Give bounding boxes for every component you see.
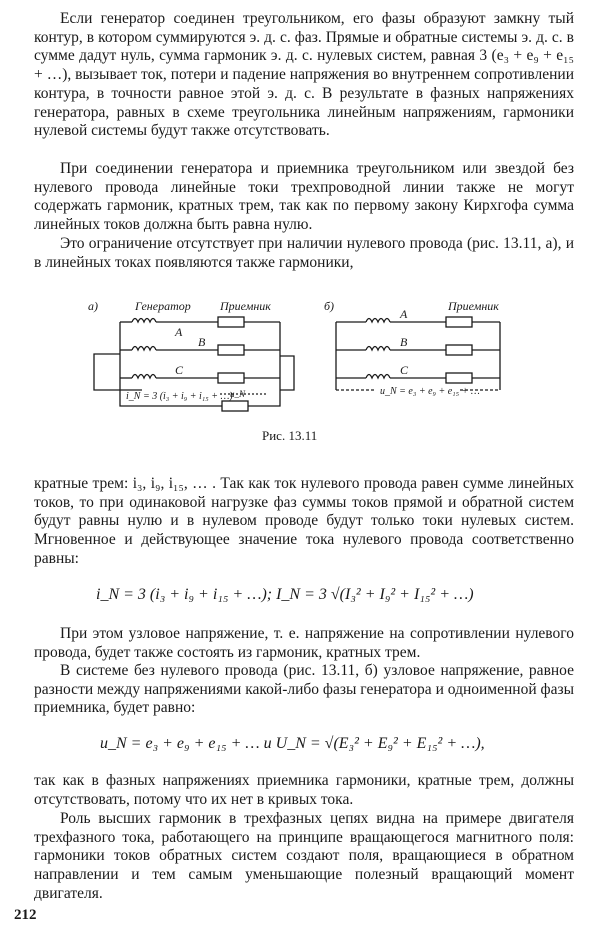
receiver-b-label: Приемник	[448, 299, 499, 313]
figure-13-11	[80, 298, 520, 428]
phase-c-label: C	[175, 363, 184, 377]
paragraph-6: В системе без нулевого провода (рис. 13.11, б) узловое напряжение, равное разности между напряжениями какой-либо фазы генератора и одноименной фазы приемника, будет равно:	[34, 662, 574, 717]
generator-b-coil-c	[366, 375, 390, 379]
generator-coil-c	[132, 375, 156, 379]
phase-b-c-label: C	[400, 363, 409, 377]
diagram-b-label: б)	[324, 299, 335, 313]
diagram-b	[324, 299, 500, 397]
generator-label: Генератор	[135, 299, 191, 313]
generator-coil-a	[132, 319, 156, 323]
generator-coil-b	[132, 347, 156, 351]
diagram-a-label: а)	[88, 299, 98, 313]
neutral-current-formula: i_N = 3 (i₃ + i₉ + i₁₅ + …)	[126, 391, 233, 402]
neutral-resistor	[222, 401, 248, 411]
phase-a-label: A	[175, 325, 183, 339]
load-resistor-a	[218, 317, 244, 327]
paragraph-1: Если генератор соединен треугольником, его фазы образуют замкну тый контур, в котором суммируются э. д. с. фаз. Прямые и обратные системы э. д. с. в сумме дадут нуль, сумма гармоник э. д. с. нулевых систем, равная 3 (e₃ + e₉ + e₁₅ + …), вызывает ток, потери и падение напряжения во внутреннем сопротивлении контура, в точности равное этой э. д. с. В результате в фазных напряжениях генератора, равных в схеме треугольника линейным напряжениям, гармоники нулевой системы будут также отсутствовать.	[34, 10, 574, 140]
receiver-a-label: Приемник	[220, 299, 271, 313]
page-number: 212	[14, 907, 37, 923]
node-voltage-formula: u_N = e₃ + e₉ + e₁₅ + …	[380, 386, 480, 397]
figure-caption: Рис. 13.11	[262, 428, 318, 443]
paragraph-7: так как в фазных напряжениях приемника гармоники, кратные трем, должны отсутствовать, потому что их нет в кривых тока.	[34, 772, 574, 808]
diagram-a	[88, 299, 294, 411]
generator-b-coil-a	[366, 319, 390, 323]
neutral-voltage-label: u_N	[230, 389, 246, 399]
phase-b-b-label: B	[400, 335, 408, 349]
load-b-resistor-a	[446, 317, 472, 327]
paragraph-4: кратные трем: i₃, i₉, i₁₅, … . Так как ток нулевого провода равен сумме линейных токов, то при одинаковой нагрузке фаз суммы токов прямой и обратной систем будут равны нулю и в нулевом проводе будут только токи нулевых систем. Мгновенное и действующее значение тока нулевого провода соответственно равны:	[34, 475, 574, 567]
load-resistor-c	[218, 373, 244, 383]
formula-node-voltage: u_N = e₃ + e₉ + e₁₅ + … и U_N = √(E₃² + E₉² + E₁₅² + …),	[100, 735, 485, 752]
load-b-resistor-b	[446, 345, 472, 355]
load-b-resistor-c	[446, 373, 472, 383]
paragraph-3: Это ограничение отсутствует при наличии нулевого провода (рис. 13.11, а), и в линейных токах появляются также гармоники,	[34, 235, 574, 271]
paragraph-2: При соединении генератора и приемника треугольником или звездой без нулевого провода линейные токи трехпроводной линии также не могут содержать гармоник, кратных трем, так как по первому закону Кирхгофа сумма линейных токов должна быть равна нулю.	[34, 160, 574, 234]
paragraph-8: Роль высших гармоник в трехфазных цепях видна на примере двигателя трехфазного тока, работающего на принципе вращающегося магнитного поля: гармоники токов обратных систем создают поля, вращающиеся в обратном направлении и тем самым уменьшающие полезный вращающий момент двигателя.	[34, 810, 574, 902]
phase-b-a-label: A	[400, 307, 408, 321]
generator-b-coil-b	[366, 347, 390, 351]
phase-b-label: B	[198, 335, 206, 349]
formula-neutral-current: i_N = 3 (i₃ + i₉ + i₁₅ + …); I_N = 3 √(I₃² + I₉² + I₁₅² + …)	[96, 586, 474, 603]
paragraph-5: При этом узловое напряжение, т. е. напряжение на сопротивлении нулевого провода, будет также состоять из гармоник, кратных трем.	[34, 625, 574, 661]
load-resistor-b	[218, 345, 244, 355]
